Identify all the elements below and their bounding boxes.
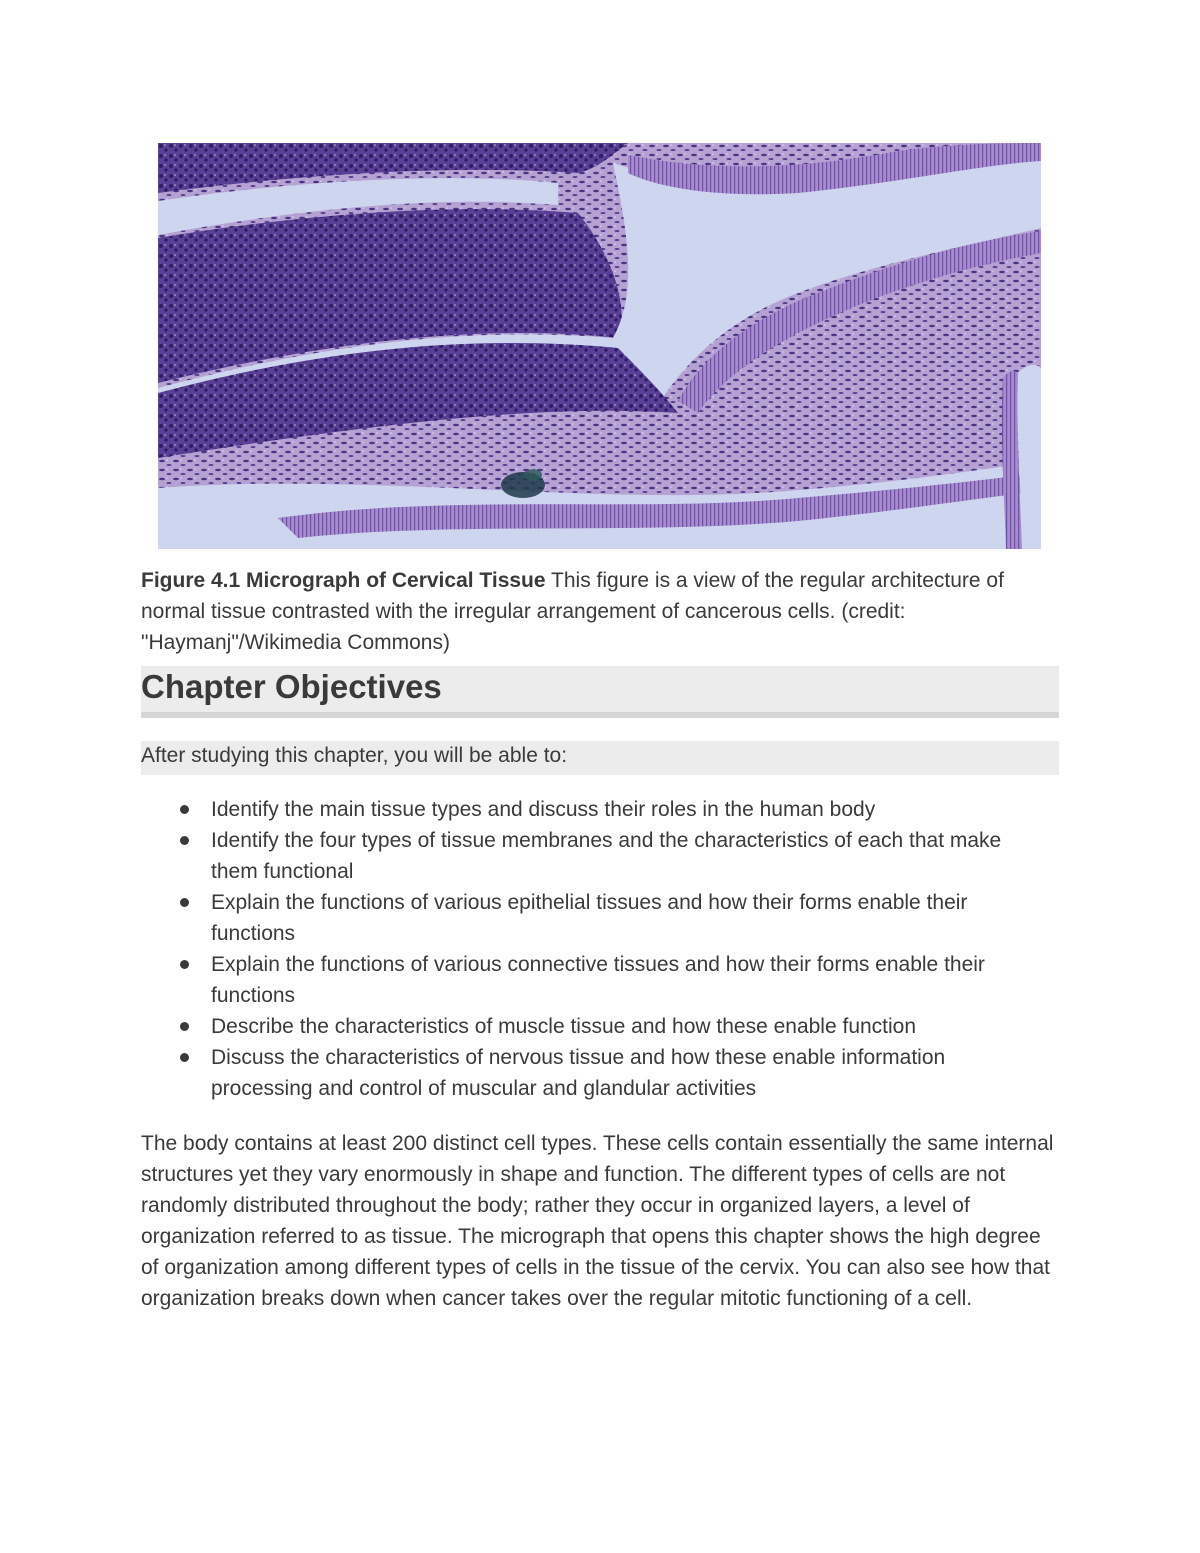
objectives-list xyxy=(141,794,1051,1104)
objective-item xyxy=(141,949,1051,1011)
objective-text: Describe the characteristics of muscle tissue and how these enable function xyxy=(211,1015,917,1038)
objective-item xyxy=(141,887,1051,949)
objectives-intro: After studying this chapter, you will be able to: xyxy=(141,744,568,767)
heading-rule xyxy=(141,712,1059,718)
body-paragraph: The body contains at least 200 distinct cell types. These cells contain essentially the same internal structures yet they vary enormously in shape and function. The different types of cells are not randomly distributed throughout the body; rather they occur in organized layers, a level of organization referred to as tissue. The micrograph that opens this chapter shows the high degree of organization among different types of cells in the tissue of the cervix. You can also see how that organization breaks down when cancer takes over the regular mitotic functioning of a cell. xyxy=(141,1132,1054,1310)
bullet-icon xyxy=(180,1022,189,1031)
objective-text: Identify the main tissue types and discuss their roles in the human body xyxy=(211,798,876,821)
bullet-icon xyxy=(180,836,189,845)
figure-caption xyxy=(141,565,1041,658)
micrograph-illustration xyxy=(158,143,1041,549)
bullet-icon xyxy=(180,960,189,969)
bullet-icon xyxy=(180,898,189,907)
objective-text: Identify the four types of tissue membranes and the characteristics of each that make them functional xyxy=(211,829,1002,883)
micrograph-image xyxy=(158,143,1041,549)
objective-text: Explain the functions of various epithelial tissues and how their forms enable their functions xyxy=(211,891,968,945)
chapter-heading: Chapter Objectives xyxy=(141,668,442,705)
bullet-icon xyxy=(180,805,189,814)
bullet-icon xyxy=(180,1053,189,1062)
objective-text: Discuss the characteristics of nervous tissue and how these enable information processing and control of muscular and glandular activities xyxy=(211,1046,946,1100)
objective-item xyxy=(141,1042,1051,1104)
figure-label: Figure 4.1 Micrograph of Cervical Tissue xyxy=(141,569,546,592)
objective-item xyxy=(141,1011,1051,1042)
objective-item xyxy=(141,794,1051,825)
objective-text: Explain the functions of various connective tissues and how their forms enable their functions xyxy=(211,953,985,1007)
objective-item xyxy=(141,825,1051,887)
figure-caption-text: This figure is a view of the regular architecture of normal tissue contrasted with the irregular arrangement of cancerous cells. (credit: "Haymanj"/Wikimedia Commons) xyxy=(141,569,1004,654)
